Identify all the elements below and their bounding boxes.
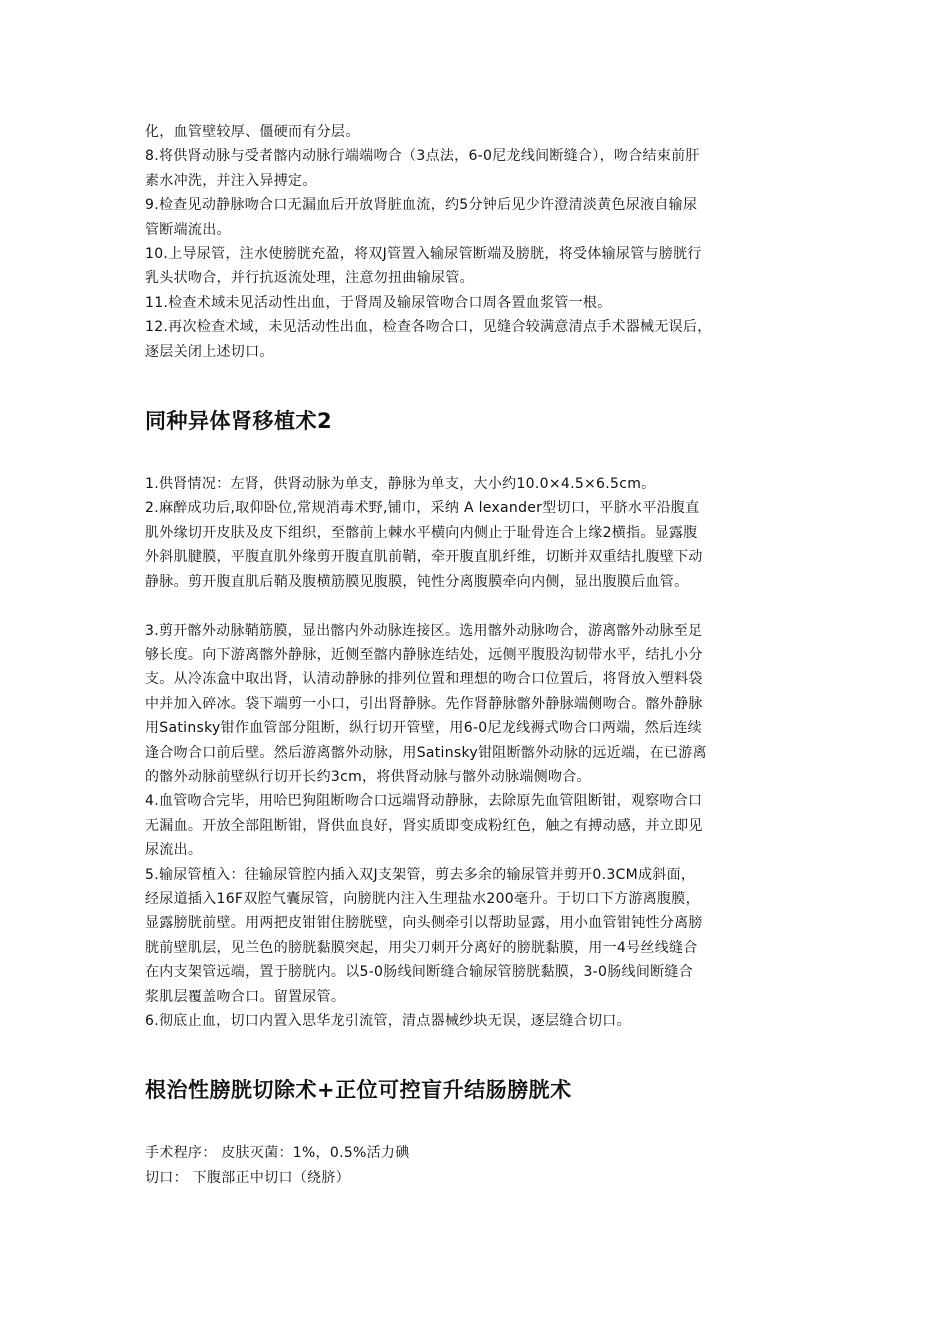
paragraph-line: 的髂外动脉前壁纵行切开长约3cm，将供肾动脉与髂外动脉端侧吻合。 [145,768,591,785]
paragraph-line: 外斜肌腱膜，平腹直肌外缘剪开腹直肌前鞘，牵开腹直肌纤维，切断并双重结扎腹壁下动 [145,549,703,566]
paragraph-line: 11.检查术域未见活动性出血，于肾周及输尿管吻合口周各置血浆管一根。 [145,294,612,311]
paragraph-line: 用Satinsky钳作血管部分阻断，纵行切开管壁，用6-0尼龙线褥式吻合口两端，然后连续 [145,720,702,737]
paragraph-line: 5.输尿管植入：往输尿管腔内插入双J支架管，剪去多余的输尿管并剪开0.3CM成斜面， [145,866,696,883]
paragraph-line: 手术程序： 皮肤灭菌：1%，0.5%活力碘 [145,1145,410,1162]
section-2-heading: 同种异体肾移植术2 [145,409,333,434]
section-3-body [145,1141,820,1190]
paragraph-line: 3.剪开髂外动脉鞘筋膜，显出髂内外动脉连接区。选用髂外动脉吻合，游离髂外动脉至足 [145,622,703,639]
paragraph-line: 逢合吻合口前后壁。然后游离髂外动脉，用Satinsky钳阻断髂外动脉的远近端，在已游离 [145,744,707,761]
paragraph-line: 10.上导尿管，注水使膀胱充盈，将双J管置入输尿管断端及膀胱，将受体输尿管与膀胱行 [145,246,702,263]
paragraph-line: 乳头状吻合，并行抗返流处理，注意勿扭曲输尿管。 [145,270,474,287]
document-page [145,120,820,1190]
paragraph-line: 逐层关闭上述切口。 [145,343,274,360]
paragraph-line: 2.麻醉成功后,取仰卧位,常规消毒术野,铺巾，采纳 A lexander型切口，平脐水平沿腹直 [145,500,700,517]
paragraph-line: 浆肌层覆盖吻合口。留置尿管。 [145,988,346,1005]
paragraph-line: 经尿道插入16F双腔气囊尿管，向膀胱内注入生理盐水200毫升。于切口下方游离腹膜， [145,890,700,907]
paragraph-line: 切口： 下腹部正中切口（绕脐） [145,1169,350,1186]
paragraph-line: 8.将供肾动脉与受者髂内动脉行端端吻合（3点法，6-0尼龙线间断缝合），吻合结束前肝 [145,148,700,165]
paragraph-line: 1.供肾情况：左肾，供肾动脉为单支，静脉为单支，大小约10.0×4.5×6.5cm。 [145,476,656,493]
paragraph-line: 12.再次检查术域，未见活动性出血，检查各吻合口，见缝合较满意清点手术器械无误后， [145,319,712,336]
paragraph-line: 静脉。剪开腹直肌后鞘及腹横筋膜见腹膜，钝性分离腹膜牵向内侧，显出腹膜后血管。 [145,573,689,590]
paragraph-line: 无漏血。开放全部阻断钳，肾供血良好，肾实质即变成粉红色，触之有搏动感，并立即见 [145,817,703,834]
paragraph-line: 胱前壁肌层，见兰色的膀胱黏膜突起，用尖刀刺开分离好的膀胱黏膜，用一4号丝线缝合 [145,939,698,956]
section-3-heading: 根治性膀胱切除术+正位可控盲升结肠膀胱术 [145,1078,572,1103]
paragraph-spacer [145,594,820,618]
paragraph-line: 显露膀胱前壁。用两把皮钳钳住膀胱壁，向头侧牵引以帮助显露，用小血管钳钝性分离膀 [145,915,703,932]
paragraph-line: 素水冲洗，并注入异搏定。 [145,172,317,189]
paragraph-line: 够长度。向下游离髂外静脉，近侧至髂内静脉连结处，远侧平腹股沟韧带水平，结扎小分 [145,646,703,663]
paragraph-line: 支。从冷冻盒中取出肾，认清动静脉的排列位置和理想的吻合口位置后，将肾放入塑料袋 [145,671,703,688]
paragraph-line: 管断端流出。 [145,221,231,238]
paragraph-line: 9.检查见动静脉吻合口无漏血后开放肾脏血流，约5分钟后见少许澄清淡黄色尿液自输尿 [145,197,698,214]
paragraph-line: 4.血管吻合完毕，用哈巴狗阻断吻合口远端肾动静脉，去除原先血管阻断钳，观察吻合口 [145,793,703,810]
paragraph-line: 中并加入碎冰。袋下端剪一小口，引出肾静脉。先作肾静脉髂外静脉端侧吻合。髂外静脉 [145,695,703,712]
section-2-body [145,472,820,1033]
paragraph-line: 尿流出。 [145,842,203,859]
section-1-body [145,120,820,364]
paragraph-line: 肌外缘切开皮肤及皮下组织，至髂前上棘水平横向内侧止于耻骨连合上缘2横指。显露腹 [145,524,698,541]
paragraph-line: 化，血管壁较厚、僵硬而有分层。 [145,124,360,140]
paragraph-line: 在内支架管远端，置于膀胱内。以5-0肠线间断缝合输尿管膀胱黏膜，3-0肠线间断缝合 [145,964,694,981]
paragraph-line: 6.彻底止血，切口内置入思华龙引流管，清点器械纱块无误，逐层缝合切口。 [145,1013,631,1029]
